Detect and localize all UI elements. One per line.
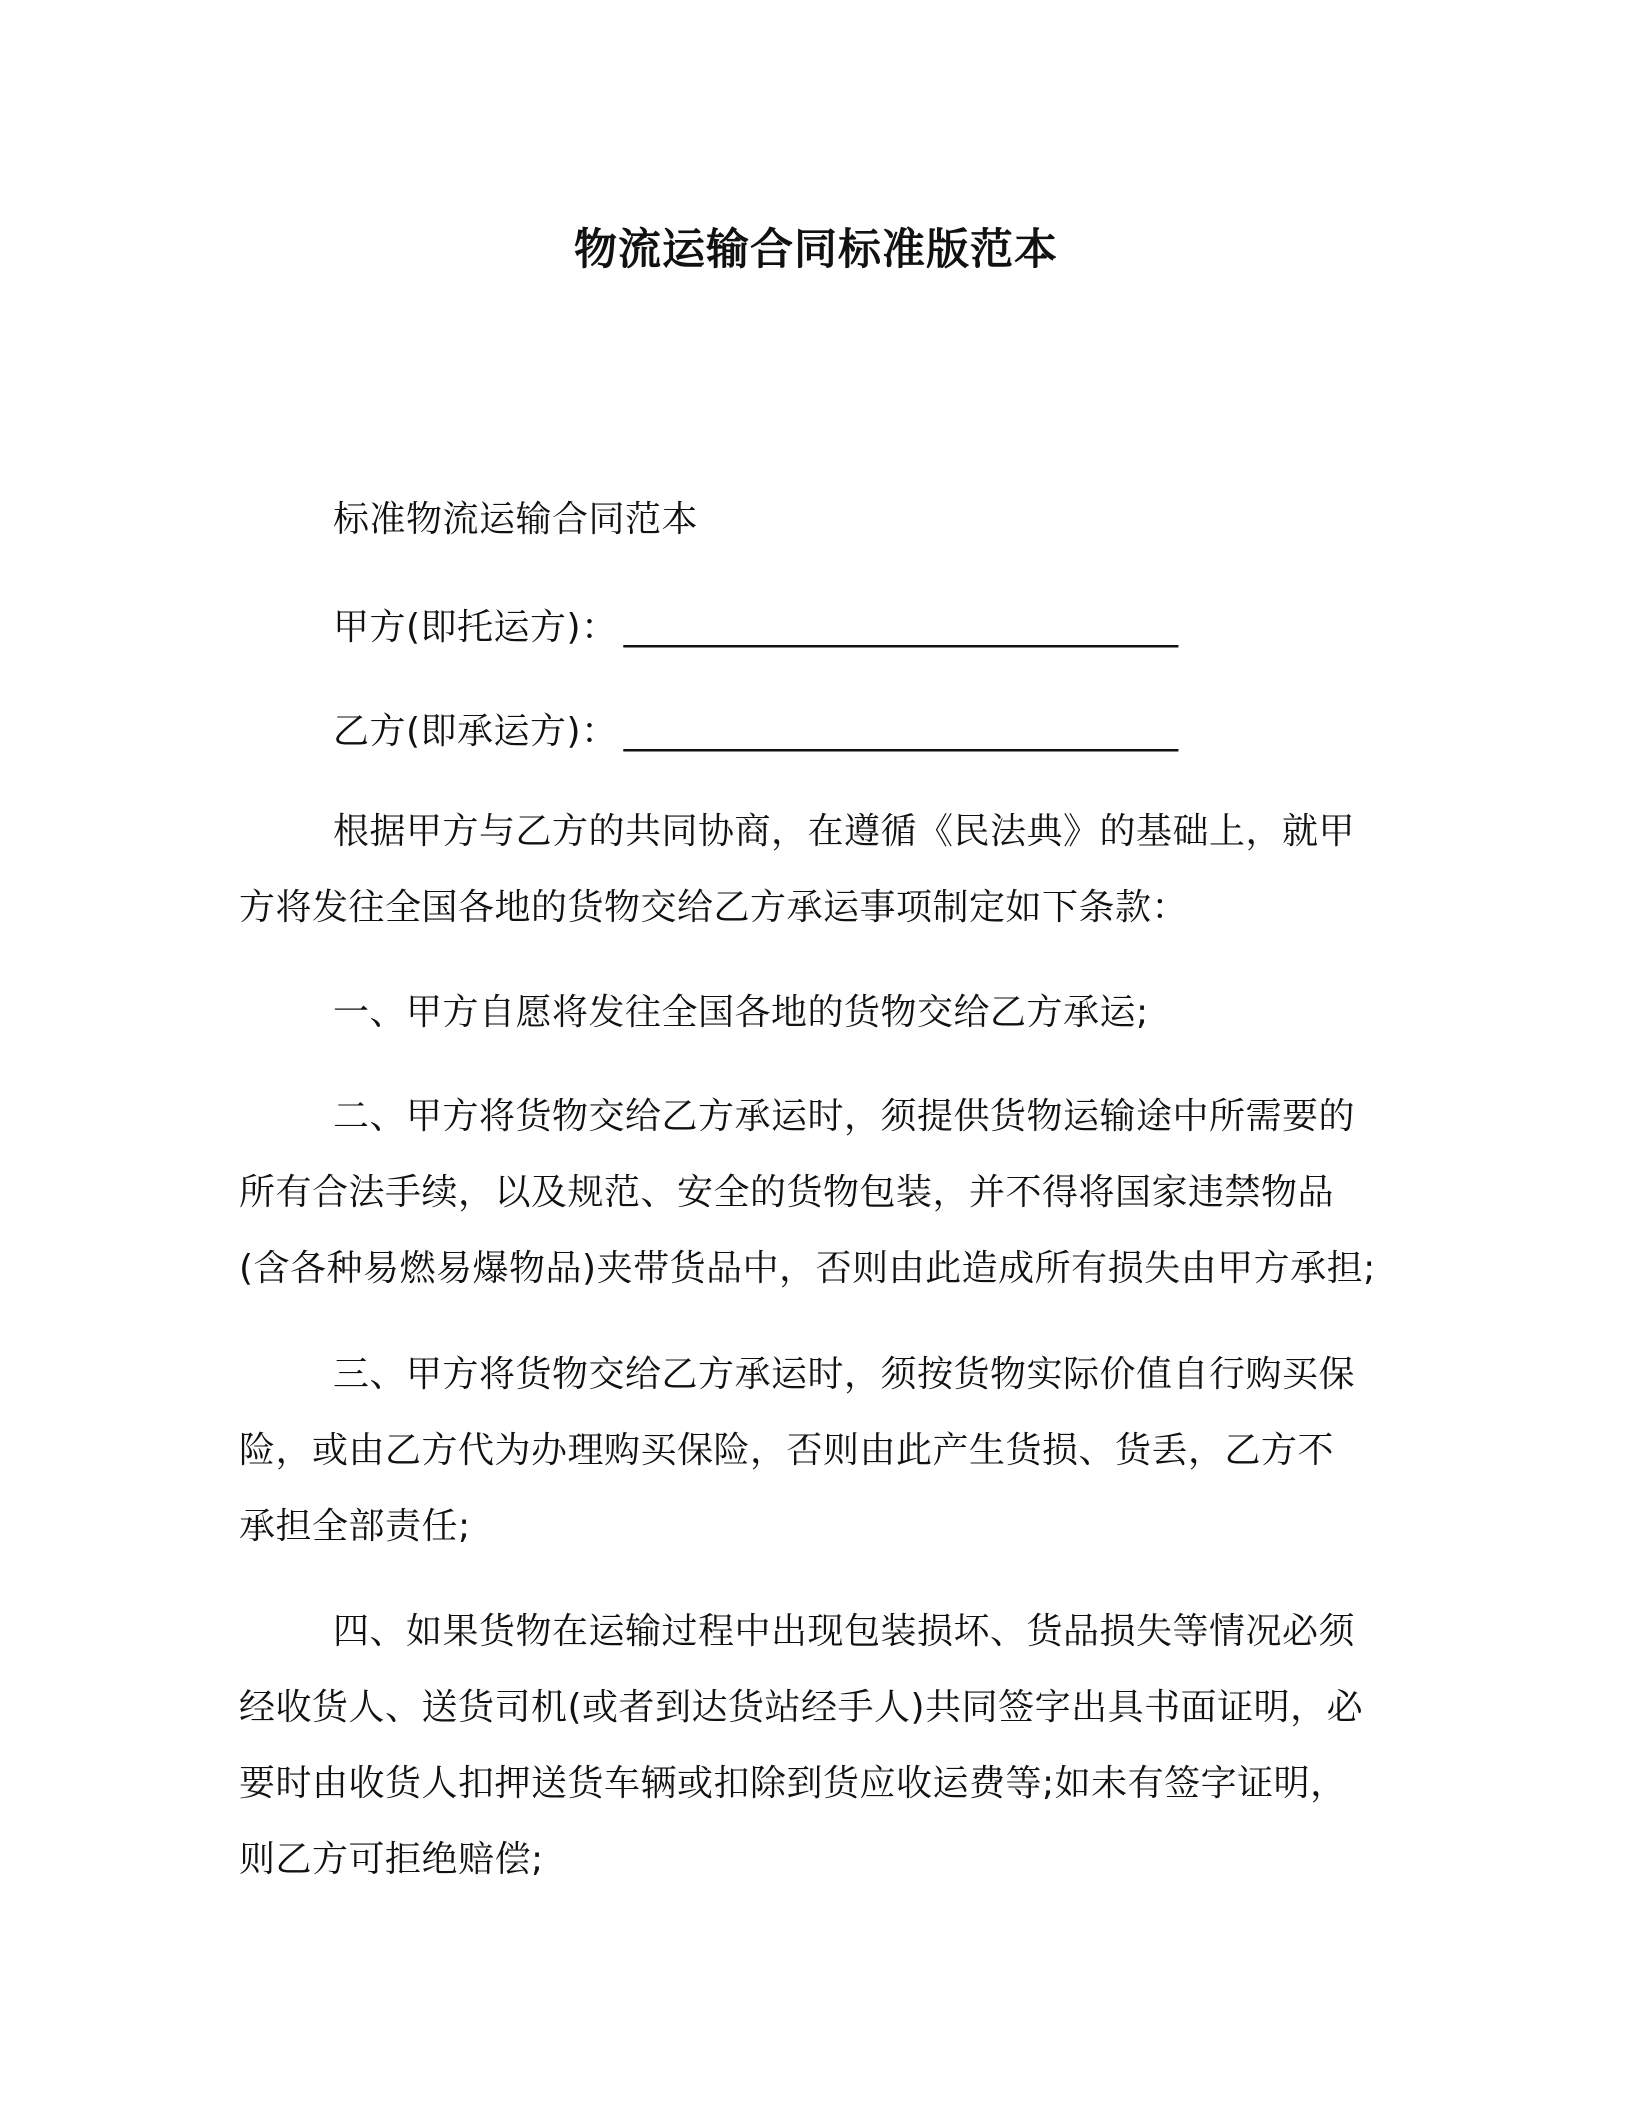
- clause-1-line-1: 一、甲方自愿将发往全国各地的货物交给乙方承运;: [333, 992, 1149, 1033]
- clause-2-line-2: 所有合法手续，以及规范、安全的货物包装，并不得将国家违禁物品: [239, 1172, 1335, 1213]
- party-b-line: [333, 707, 1179, 757]
- clause-4-line-3: 要时由收货人扣押送货车辆或扣除到货应收运费等;如未有签字证明，: [239, 1763, 1347, 1804]
- party-a-label: 甲方(即托运方)：: [333, 607, 618, 648]
- clause-3-line-2: 险，或由乙方代为办理购买保险，否则由此产生货损、货丢，乙方不: [239, 1430, 1335, 1471]
- clause-4-line-1: 四、如果货物在运输过程中出现包装损坏、货品损失等情况必须: [333, 1611, 1356, 1652]
- document-subtitle: 标准物流运输合同范本: [333, 499, 699, 540]
- party-a-line: [333, 603, 1179, 653]
- intro-line-2: 方将发往全国各地的货物交给乙方承运事项制定如下条款：: [239, 887, 1189, 928]
- intro-line-1: 根据甲方与乙方的共同协商，在遵循《民法典》的基础上，就甲: [333, 811, 1356, 852]
- party-b-label: 乙方(即承运方)：: [333, 711, 618, 752]
- clause-2-line-3: (含各种易燃易爆物品)夹带货品中，否则由此造成所有损失由甲方承担;: [239, 1248, 1376, 1289]
- clause-4-line-2: 经收货人、送货司机(或者到达货站经手人)共同签字出具书面证明，必: [239, 1687, 1364, 1728]
- party-a-blank: ______________________________: [623, 607, 1179, 648]
- clause-3-line-1: 三、甲方将货物交给乙方承运时，须按货物实际价值自行购买保: [333, 1354, 1356, 1395]
- document-title: 物流运输合同标准版范本: [574, 225, 1058, 275]
- party-b-blank: ______________________________: [623, 711, 1179, 752]
- clause-2-line-1: 二、甲方将货物交给乙方承运时，须提供货物运输途中所需要的: [333, 1096, 1356, 1137]
- clause-3-line-3: 承担全部责任;: [239, 1506, 471, 1547]
- clause-4-line-4: 则乙方可拒绝赔偿;: [239, 1839, 544, 1880]
